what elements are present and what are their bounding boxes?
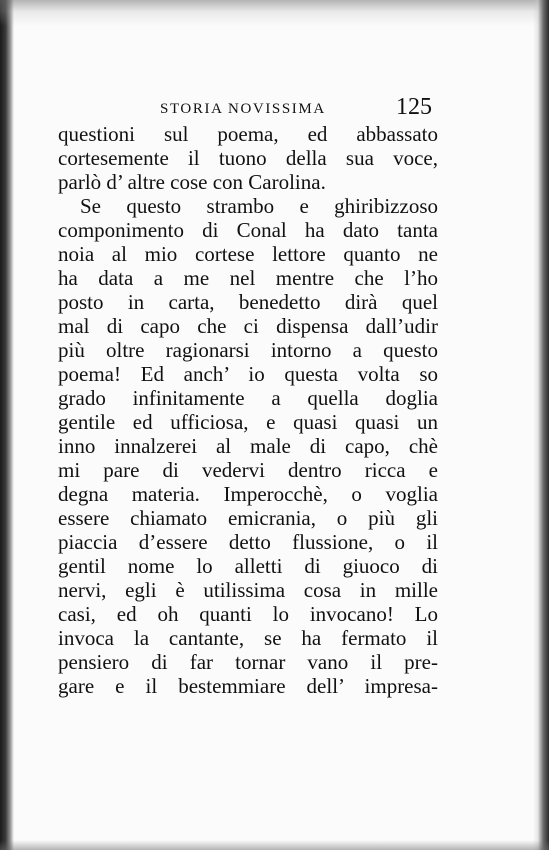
text-line: essere chiamato emicrania, o più gli [58, 506, 438, 530]
text-line: questioni sul poema, ed abbassato [58, 122, 438, 146]
text-line: componimento di Conal ha dato tanta [58, 218, 438, 242]
text-line: gentile ed ufficiosa, e quasi quasi un [58, 410, 438, 434]
page-right-shadow [533, 0, 549, 850]
text-line: ha data a me nel mentre che l’ho [58, 266, 438, 290]
text-line: posto in carta, benedetto dirà quel [58, 290, 438, 314]
page-top-shadow [0, 0, 549, 26]
page-number: 125 [396, 94, 432, 120]
running-head: STORIA NOVISSIMA [160, 101, 326, 117]
page-header [60, 96, 432, 124]
text-line: cortesemente il tuono della sua voce, [58, 146, 438, 170]
text-line: mal di capo che ci dispensa dall’udir [58, 314, 438, 338]
text-line: più oltre ragionarsi intorno a questo [58, 338, 438, 362]
text-line: piaccia d’essere detto flussione, o il [58, 530, 438, 554]
text-line: poema! Ed anch’ io questa volta so [58, 362, 438, 386]
page-left-shadow [0, 0, 14, 850]
body-text [58, 122, 438, 698]
text-line: noia al mio cortese lettore quanto ne [58, 242, 438, 266]
text-line: casi, ed oh quanti lo invocano! Lo [58, 602, 438, 626]
text-line: nervi, egli è utilissima cosa in mille [58, 578, 438, 602]
text-line: invoca la cantante, se ha fermato il [58, 626, 438, 650]
text-line: pensiero di far tornar vano il pre- [58, 650, 438, 674]
text-line: degna materia. Imperocchè, o voglia [58, 482, 438, 506]
text-line: gare e il bestemmiare dell’ impresa- [58, 674, 438, 698]
text-line: inno innalzerei al male di capo, chè [58, 434, 438, 458]
paragraph-first-line: Se questo strambo e ghiribizzoso [80, 194, 438, 218]
text-line: mi pare di vedervi dentro ricca e [58, 458, 438, 482]
text-line: parlò d’ altre cose con Carolina. [58, 170, 326, 194]
text-line: gentil nome lo alletti di giuoco di [58, 554, 438, 578]
text-line: grado infinitamente a quella doglia [58, 386, 438, 410]
page-bottom-shadow [0, 840, 549, 850]
